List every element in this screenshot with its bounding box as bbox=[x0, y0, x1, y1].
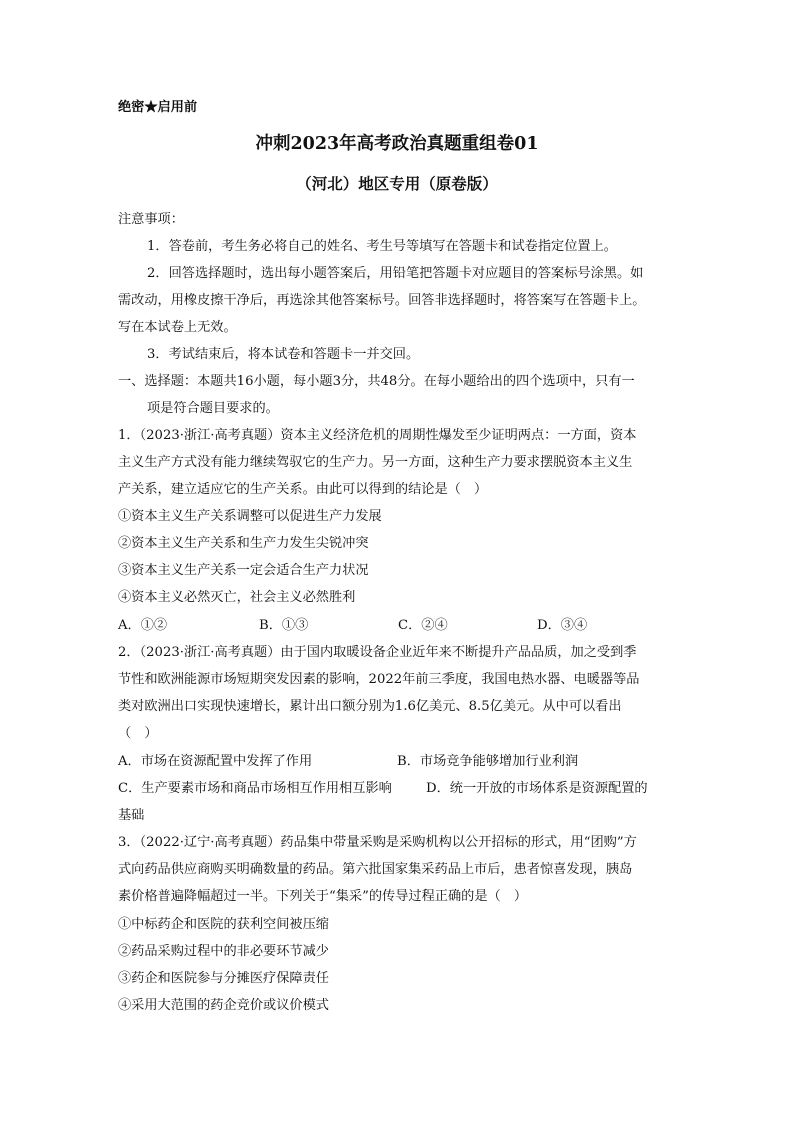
q2-option-c: C．生产要素市场和商品市场相互作用相互影响 bbox=[118, 781, 392, 796]
q3-stem-line1: 3．（2022·辽宁·高考真题）药品集中带量采购是采购机构以公开招标的形式，用“团购”方 bbox=[118, 835, 637, 850]
secret-mark: 绝密★启用前 bbox=[118, 100, 198, 115]
q1-statement-4: ④资本主义必然灭亡，社会主义必然胜利 bbox=[118, 590, 356, 605]
notes-heading: 注意事项： bbox=[118, 212, 184, 227]
q2-stem-line2: 节性和欧洲能源市场短期突发因素的影响，2022年前三季度，我国电热水器、电暖器等品 bbox=[118, 672, 640, 687]
q1-option-b: B．①③ bbox=[259, 618, 309, 633]
q3-stem-line2: 式向药品供应商购买明确数量的药品。第六批国家集采药品上市后，患者惊喜发现，胰岛 bbox=[118, 862, 633, 877]
note-item-2-line3: 写在本试卷上无效。 bbox=[118, 320, 237, 335]
q1-stem-line2: 主义生产方式没有能力继续驾驭它的生产力。另一方面，这种生产力要求摆脱资本主义生 bbox=[118, 455, 633, 470]
q2-option-b: B．市场竞争能够增加行业利润 bbox=[397, 754, 579, 769]
q2-option-d-line2: 基础 bbox=[118, 808, 145, 823]
note-item-3: 3．考试结束后，将本试卷和答题卡一并交回。 bbox=[147, 347, 420, 362]
q2-stem-line3: 类对欧洲出口实现快速增长，累计出口额分别为1.6亿美元、8.5亿美元。从中可以看出 bbox=[118, 699, 622, 714]
q2-option-a: A．市场在资源配置中发挥了作用 bbox=[118, 754, 313, 769]
note-item-2-line1: 2．回答选择题时，选出每小题答案后，用铅笔把答题卡对应题目的答案标号涂黑。如 bbox=[147, 266, 644, 281]
page-title: 冲刺2023年高考政治真题重组卷01 bbox=[255, 134, 539, 154]
q3-statement-3: ③药企和医院参与分摊医疗保障责任 bbox=[118, 971, 329, 986]
section-heading-line1: 一、选择题：本题共16小题，每小题3分，共48分。在每小题给出的四个选项中，只有一 bbox=[118, 374, 635, 389]
q2-stem-line4: （ ） bbox=[118, 726, 158, 741]
q1-statement-2: ②资本主义生产关系和生产力发生尖锐冲突 bbox=[118, 536, 369, 551]
q1-option-d: D．③④ bbox=[537, 618, 588, 633]
note-item-1: 1．答卷前，考生务必将自己的姓名、考生号等填写在答题卡和试卷指定位置上。 bbox=[147, 239, 617, 254]
q3-statement-1: ①中标药企和医院的获利空间被压缩 bbox=[118, 917, 329, 932]
section-heading-line2: 项是符合题目要求的。 bbox=[147, 401, 279, 416]
page-subtitle: （河北）地区专用（原卷版） bbox=[296, 174, 498, 193]
q1-statement-1: ①资本主义生产关系调整可以促进生产力发展 bbox=[118, 509, 382, 524]
q1-option-a: A．①② bbox=[118, 618, 168, 633]
q1-option-c: C．②④ bbox=[398, 618, 448, 633]
q2-stem-line1: 2．（2023·浙江·高考真题）由于国内取暖设备企业近年来不断提升产品品质，加之受到季 bbox=[118, 645, 637, 660]
q3-statement-4: ④采用大范围的药企竞价或议价模式 bbox=[118, 998, 329, 1013]
q3-statement-2: ②药品采购过程中的非必要环节减少 bbox=[118, 944, 329, 959]
q1-statement-3: ③资本主义生产关系一定会适合生产力状况 bbox=[118, 563, 369, 578]
q1-stem-line3: 产关系，建立适应它的生产关系。由此可以得到的结论是（ ） bbox=[118, 482, 488, 497]
q2-option-d-line1: D．统一开放的市场体系是资源配置的 bbox=[426, 781, 648, 796]
q1-stem-line1: 1．（2023·浙江·高考真题）资本主义经济危机的周期性爆发至少证明两点：一方面，资本 bbox=[118, 428, 637, 443]
note-item-2-line2: 需改动，用橡皮擦干净后，再选涂其他答案标号。回答非选择题时，将答案写在答题卡上。 bbox=[118, 293, 646, 308]
q3-stem-line3: 素价格普遍降幅超过一半。下列关于“集采”的传导过程正确的是（ ） bbox=[118, 889, 528, 904]
